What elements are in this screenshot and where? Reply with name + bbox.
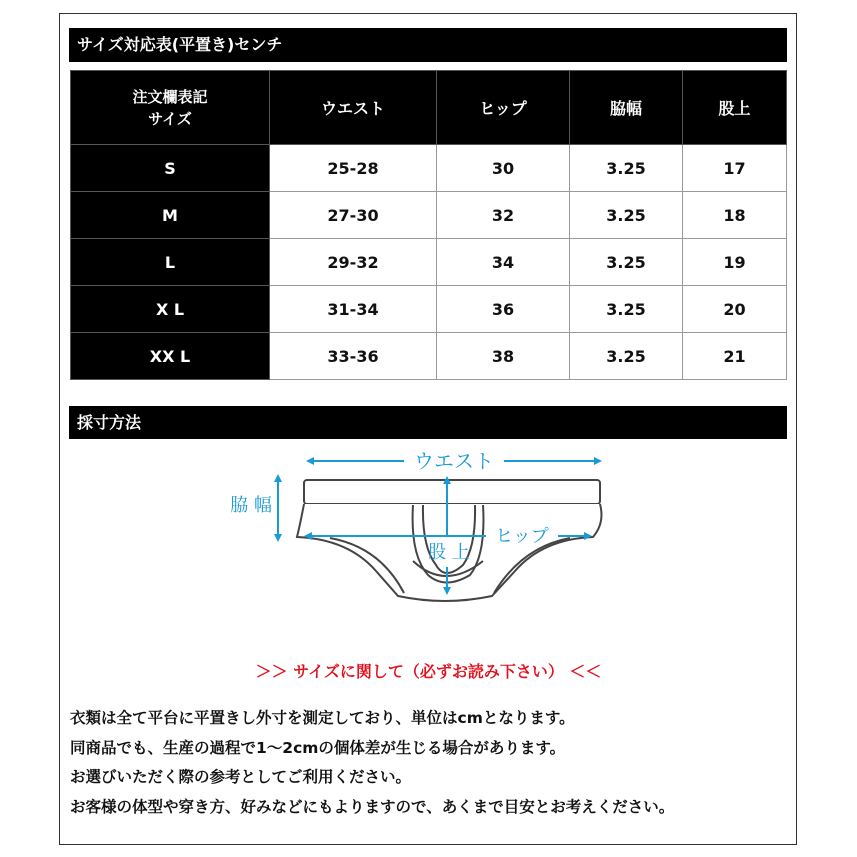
side-width-label: 脇 幅 <box>230 495 272 516</box>
column-header: 股上 <box>683 71 787 145</box>
table-cell: 21 <box>683 333 787 380</box>
table-cell: 34 <box>437 239 570 286</box>
table-cell: 17 <box>683 145 787 192</box>
table-cell: 3.25 <box>570 192 683 239</box>
measurement-header: 採寸方法 <box>69 406 787 439</box>
briefs-measurement-diagram <box>230 443 620 613</box>
table-cell: 36 <box>437 286 570 333</box>
hip-label: ヒップ <box>495 526 549 547</box>
table-cell: 25-28 <box>270 145 437 192</box>
table-cell: 30 <box>437 145 570 192</box>
table-header-row <box>71 71 787 145</box>
table-cell: 38 <box>437 333 570 380</box>
table-row <box>71 333 787 380</box>
column-header: 脇幅 <box>570 71 683 145</box>
table-cell: 33-36 <box>270 333 437 380</box>
size-label: S <box>71 145 270 192</box>
table-cell: 3.25 <box>570 239 683 286</box>
table-cell: 3.25 <box>570 333 683 380</box>
corner-label-2: サイズ <box>148 109 192 128</box>
table-row <box>71 192 787 239</box>
table-cell: 18 <box>683 192 787 239</box>
size-label: X L <box>71 286 270 333</box>
table-cell: 27-30 <box>270 192 437 239</box>
table-cell: 3.25 <box>570 286 683 333</box>
column-header: ウエスト <box>270 71 437 145</box>
table-cell: 29-32 <box>270 239 437 286</box>
size-column-header <box>71 71 270 145</box>
rise-label: 股 上 <box>428 542 470 563</box>
size-chart-header: サイズ対応表(平置き)センチ <box>69 28 787 62</box>
table-row <box>71 286 787 333</box>
size-table <box>70 70 787 380</box>
corner-label-1: 注文欄表記 <box>132 87 208 106</box>
briefs-outline <box>297 480 601 601</box>
notes-list <box>70 704 674 822</box>
notice-heading: ＞＞ サイズに関して（必ずお読み下さい） ＜＜ <box>255 662 602 681</box>
note-line: 同商品でも、生産の過程で1～2cmの個体差が生じる場合があります。 <box>70 738 566 757</box>
table-row <box>71 239 787 286</box>
size-label: M <box>71 192 270 239</box>
waist-label: ウエスト <box>414 449 494 473</box>
note-line: 衣類は全て平台に平置きし外寸を測定しており、単位はcmとなります。 <box>70 709 575 727</box>
column-header: ヒップ <box>437 71 570 145</box>
table-cell: 19 <box>683 239 787 286</box>
table-row <box>71 145 787 192</box>
table-cell: 32 <box>437 192 570 239</box>
note-line: お選びいただく際の参考としてご利用ください。 <box>70 768 412 786</box>
table-cell: 20 <box>683 286 787 333</box>
size-label: XX L <box>71 333 270 380</box>
size-label: L <box>71 239 270 286</box>
table-cell: 3.25 <box>570 145 683 192</box>
note-line: お客様の体型や穿き方、好みなどにもよりますので、あくまで目安とお考えください。 <box>70 797 675 816</box>
table-cell: 31-34 <box>270 286 437 333</box>
